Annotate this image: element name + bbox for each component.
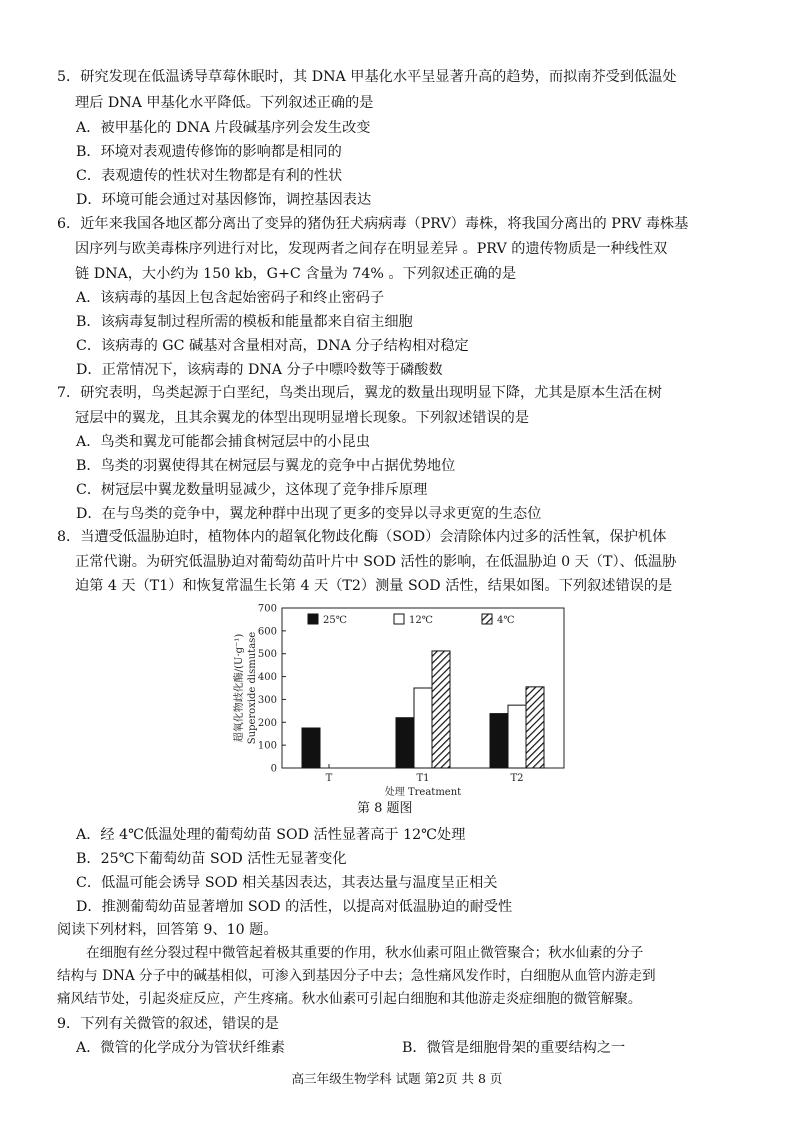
q9-stem: 9．下列有关微管的叙述，错误的是 (57, 1016, 279, 1032)
q8-stem-line3: 迫第 4 天（T1）和恢复常温生长第 4 天（T2）测量 SOD 活性，结果如图。下列叙述错误的是 (75, 578, 673, 594)
q8-option-d: D．推测葡萄幼苗显著增加 SOD 的活性，以提高对低温胁迫的耐受性 (76, 899, 513, 915)
q6-stem-line2: 因序列与欧美毒株序列进行对比，发现两者之间存在明显差异 。PRV 的遗传物质是一种线性双 (75, 241, 668, 257)
bar-t2-series-3 (526, 687, 544, 768)
legend-swatch (394, 614, 404, 624)
q8-option-b: B．25℃下葡萄幼苗 SOD 活性无显著变化 (76, 851, 347, 867)
legend-swatch (308, 614, 318, 624)
q9-option-b: B．微管是细胞骨架的重要结构之一 (402, 1040, 626, 1056)
q5-option-b: B．环境对表观遗传修饰的影响都是相同的 (76, 144, 342, 160)
bar-t2-series-1 (490, 714, 508, 768)
q8-stem-line1: 8．当遭受低温胁迫时，植物体内的超氧化物歧化酶（SOD）会清除体内过多的活性氧，保护机体 (57, 529, 667, 545)
q5-stem-line1: 5．研究发现在低温诱导草莓休眠时，其 DNA 甲基化水平呈显著升高的趋势，而拟南芥受到低温处 (57, 69, 677, 85)
page-footer: 高三年级生物学科 试题 第2页 共 8 页 (291, 1071, 503, 1086)
q6-option-c: C．该病毒的 GC 碱基对含量相对高，DNA 分子结构相对稳定 (76, 338, 469, 354)
q7-option-a: A．鸟类和翼龙可能都会捕食树冠层中的小昆虫 (76, 434, 370, 450)
q7-stem-line1: 7．研究表明，鸟类起源于白垩纪，鸟类出现后，翼龙的数量出现明显下降，尤其是原本生活在树 (57, 385, 662, 401)
sod-bar-chart (228, 598, 568, 800)
y-tick-label: 0 (270, 763, 277, 775)
y-tick-label: 500 (257, 649, 277, 661)
q6-option-d: D．正常情况下，该病毒的 DNA 分子中嘌呤数等于磷酸数 (76, 362, 443, 378)
q6-option-b: B．该病毒复制过程所需的模板和能量都来自宿主细胞 (76, 314, 413, 330)
q9-option-a: A．微管的化学成分为管状纤维素 (76, 1040, 285, 1056)
legend-label: 4℃ (497, 615, 515, 626)
q6-option-a: A．该病毒的基因上包含起始密码子和终止密码子 (76, 290, 385, 306)
q7-option-c: C．树冠层中翼龙数量明显减少，这体现了竞争排斥原理 (76, 482, 428, 498)
y-tick-label: 400 (257, 672, 277, 684)
q6-stem-line3: 链 DNA，大小约为 150 kb，G+C 含量为 74% 。下列叙述正确的是 (75, 266, 517, 282)
q8-option-a: A．经 4℃低温处理的葡萄幼苗 SOD 活性显著高于 12℃处理 (76, 827, 466, 843)
y-axis-label-en: Superoxide dismutase (247, 631, 258, 745)
q5-option-a: A．被甲基化的 DNA 片段碱基序列会发生改变 (76, 120, 371, 136)
y-tick-label: 300 (257, 694, 277, 706)
y-axis-label-cn: 超氧化物歧化酶/(U·g⁻¹) (234, 633, 245, 743)
x-tick-label: T1 (416, 773, 430, 784)
x-tick-label: T2 (510, 773, 524, 784)
q6-stem-line1: 6．近年来我国各地区都分离出了变异的猪伪狂犬病病毒（PRV）毒株，将我国分离出的 PRV 毒株基 (57, 216, 689, 232)
q5-stem-line2: 理后 DNA 甲基化水平降低。下列叙述正确的是 (75, 95, 374, 111)
bar-t1-series-3 (432, 651, 450, 768)
q5-option-d: D．环境可能会通过对基因修饰，调控基因表达 (76, 192, 372, 208)
q5-option-c: C．表观遗传的性状对生物都是有利的性状 (76, 168, 343, 184)
q8-option-c: C．低温可能会诱导 SOD 相关基因表达，其表达量与温度呈正相关 (76, 875, 498, 891)
q7-option-b: B．鸟类的羽翼使得其在树冠层与翼龙的竞争中占据优势地位 (76, 458, 456, 474)
legend-swatch (482, 614, 492, 624)
q8-stem-line2: 正常代谢。为研究低温胁迫对葡萄幼苗叶片中 SOD 活性的影响，在低温胁迫 0 天（T）、低温胁 (75, 554, 677, 570)
y-tick-label: 200 (257, 717, 277, 729)
reading-paragraph-line2: 结构与 DNA 分子中的碱基相似，可渗入到基因分子中去；急性痛风发作时，白细胞从血管内游走到 (57, 968, 656, 984)
y-tick-label: 100 (257, 740, 277, 752)
reading-paragraph-line3: 痛风结节处，引起炎症反应，产生疼痛。秋水仙素可引起白细胞和其他游走炎症细胞的微管解聚。 (57, 991, 642, 1007)
bar-t2-series-2 (508, 705, 526, 768)
y-tick-label: 700 (257, 603, 277, 615)
y-tick-label: 600 (257, 626, 277, 638)
x-axis-label: 处理 Treatment (384, 787, 462, 798)
bar-t1-series-2 (414, 688, 432, 768)
legend-label: 25℃ (323, 615, 347, 626)
q7-option-d: D．在与鸟类的竞争中，翼龙种群中出现了更多的变异以寻求更宽的生态位 (76, 506, 542, 522)
x-tick-label: T (325, 773, 333, 784)
reading-intro: 阅读下列材料，回答第 9、10 题。 (57, 922, 278, 938)
q7-stem-line2: 冠层中的翼龙，且其余翼龙的体型出现明显增长现象。下列叙述错误的是 (75, 410, 530, 426)
legend-label: 12℃ (409, 615, 433, 626)
bar-t1-series-1 (396, 718, 414, 768)
bar-t-series-1 (302, 728, 320, 768)
reading-paragraph-line1: 在细胞有丝分裂过程中微管起着极其重要的作用，秋水仙素可阻止微管聚合；秋水仙素的分子 (86, 945, 644, 961)
figure-caption: 第 8 题图 (357, 801, 413, 816)
